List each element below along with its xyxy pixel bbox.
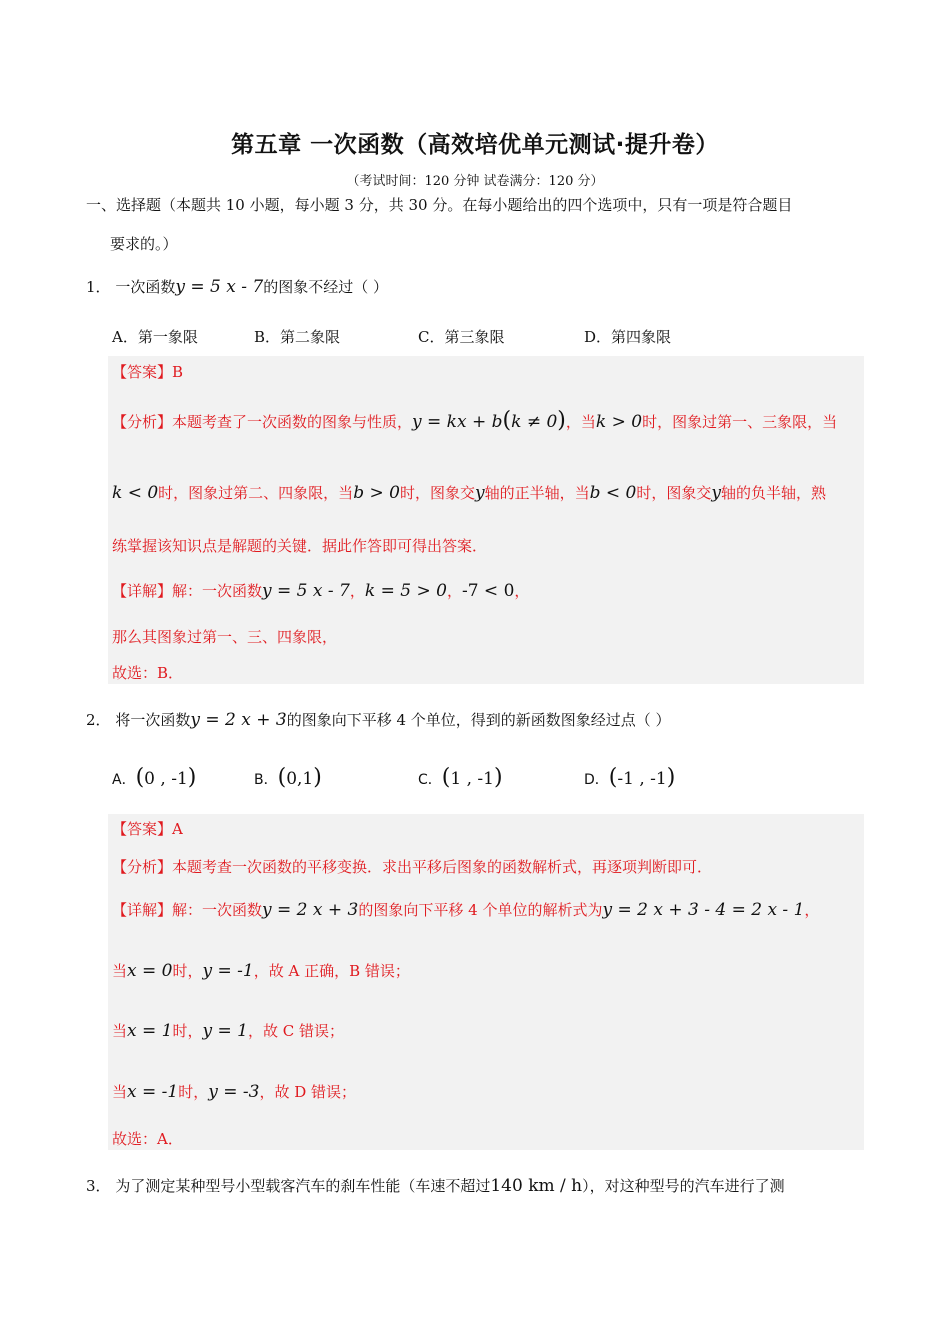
option-point: -1 , -1	[617, 769, 667, 789]
detail-text: 时，	[172, 962, 203, 980]
question-text-post: ），对这种型号的汽车进行了测	[582, 1177, 785, 1195]
option-label: D．	[584, 772, 609, 788]
math-equation: y = 2 x + 3	[190, 710, 287, 730]
detail-tag: 【详解】	[112, 901, 173, 919]
analysis-line-2	[112, 482, 826, 503]
math-equation: y = kx + b	[412, 412, 503, 432]
detail-line-1	[112, 580, 529, 601]
detail-text: 当	[112, 1083, 128, 1101]
math-condition: k < 0	[112, 483, 159, 503]
detail-text: 时，	[172, 1022, 203, 1040]
detail-text: ，	[514, 582, 530, 600]
detail-text: ，故 D 错误；	[259, 1083, 357, 1101]
math-condition: x = -1	[127, 1082, 179, 1102]
question-number: 1．	[86, 278, 111, 296]
detail-text: 解：一次函数	[172, 582, 263, 600]
detail-text: ，故 A 正确，B 错误；	[253, 962, 410, 980]
analysis-text: 时，图象过第二、四象限，当	[158, 484, 354, 502]
analysis-tag: 【分析】	[112, 413, 173, 431]
analysis-text: ，当	[565, 413, 596, 431]
math-condition: k ≠ 0	[511, 412, 558, 432]
option-c: C．(1 , -1)	[418, 765, 503, 790]
question-text-pre: 将一次函数	[115, 711, 191, 729]
math-condition: y = -3	[208, 1082, 260, 1102]
question-1	[86, 276, 388, 297]
analysis-text: 轴的正半轴，当	[484, 484, 590, 502]
analysis-line-3: 练掌握该知识点是解题的关键．据此作答即可得出答案．	[112, 537, 488, 555]
detail-line-2: 那么其图象过第一、三、四象限，	[112, 628, 338, 646]
question-number: 2．	[86, 711, 111, 729]
math-equation: y = 5 x - 7	[175, 277, 264, 297]
page-title: 第五章 一次函数（高效培优单元测试·提升卷）	[231, 132, 719, 158]
analysis-text: 时，图象交	[399, 484, 475, 502]
math-condition: k > 0	[595, 412, 643, 432]
option-b: B．(0,1)	[254, 765, 322, 790]
answer-line: 【答案】B	[112, 363, 184, 381]
detail-text: 时，	[178, 1083, 209, 1101]
analysis-text: 本题考查了一次函数的图象与性质，	[172, 413, 413, 431]
math-condition: -7 < 0	[461, 581, 515, 601]
detail-text: ，	[349, 582, 365, 600]
analysis-text: 轴的负半轴，熟	[720, 484, 826, 502]
detail-line-3	[112, 1020, 344, 1041]
section-heading-line1: 一、选择题（本题共 10 小题，每小题 3 分，共 30 分。在每小题给出的四个选项中，只有一项是符合题目	[86, 196, 793, 214]
page-subtitle: （考试时间：120 分钟 试卷满分：120 分）	[346, 174, 604, 189]
option-c: C．第三象限	[418, 328, 505, 346]
detail-text: ，	[446, 582, 462, 600]
math-speed: 140 km / h	[490, 1176, 583, 1196]
answer-line: 【答案】A	[112, 820, 183, 838]
detail-tag: 【详解】	[112, 582, 173, 600]
math-condition: x = 1	[127, 1021, 173, 1041]
option-a: A．第一象限	[112, 328, 198, 346]
option-point: 0,1	[286, 769, 314, 789]
detail-line-2	[112, 960, 410, 981]
analysis-text: 时，图象交	[636, 484, 712, 502]
analysis-text: 时，图象过第一、三象限，当	[642, 413, 838, 431]
math-condition: b < 0	[589, 483, 637, 503]
option-point: 1 , -1	[450, 769, 494, 789]
question-number: 3．	[86, 1177, 111, 1195]
option-d: D．(-1 , -1)	[584, 765, 676, 790]
math-condition: b > 0	[353, 483, 400, 503]
question-text-pre: 为了测定某种型号小型载客汽车的刹车性能（车速不超过	[115, 1177, 491, 1195]
option-point: 0 , -1	[144, 769, 188, 789]
math-equation: y = 2 x + 3 - 4 = 2 x - 1	[602, 900, 805, 920]
option-b: B．第二象限	[254, 328, 341, 346]
option-label: B．	[254, 772, 278, 788]
math-condition: k = 5 > 0	[364, 581, 447, 601]
option-label: A．	[112, 772, 136, 788]
math-condition: y = -1	[202, 961, 254, 981]
question-text-pre: 一次函数	[115, 278, 176, 296]
math-equation: y = 5 x - 7	[262, 581, 350, 601]
question-text-post: 的图象不经过（ ）	[263, 278, 388, 296]
detail-line-1	[112, 899, 819, 920]
option-a: A．(0 , -1)	[112, 765, 197, 790]
math-equation: y = 2 x + 3	[262, 900, 359, 920]
section-heading-line2: 要求的。）	[110, 235, 178, 253]
analysis-line-1: 【分析】本题考查了一次函数的图象与性质，y = kx + b(k ≠ 0)，当k > 0时，图象过第一、三象限，当	[112, 408, 838, 433]
detail-text: 解：一次函数	[172, 901, 263, 919]
detail-text: 当	[112, 962, 128, 980]
detail-line-5: 故选：A．	[112, 1130, 183, 1148]
detail-text: ，故 C 错误；	[247, 1022, 344, 1040]
detail-text: 的图象向下平移 4 个单位的解析式为	[358, 901, 603, 919]
math-condition: x = 0	[127, 961, 173, 981]
detail-line-3: 故选：B．	[112, 664, 184, 682]
math-variable: y	[474, 483, 485, 503]
question-2	[86, 709, 671, 730]
math-condition: y = 1	[202, 1021, 248, 1041]
detail-line-4	[112, 1081, 356, 1102]
question-3	[86, 1175, 785, 1196]
question-text-post: 的图象向下平移 4 个单位，得到的新函数图象经过点（ ）	[286, 711, 671, 729]
detail-text: ，	[804, 901, 820, 919]
option-d: D．第四象限	[584, 328, 672, 346]
option-label: C．	[418, 772, 442, 788]
analysis-line: 【分析】本题考查一次函数的平移变换．求出平移后图象的函数解析式，再逐项判断即可．	[112, 858, 713, 876]
math-variable: y	[711, 483, 721, 503]
detail-text: 当	[112, 1022, 128, 1040]
